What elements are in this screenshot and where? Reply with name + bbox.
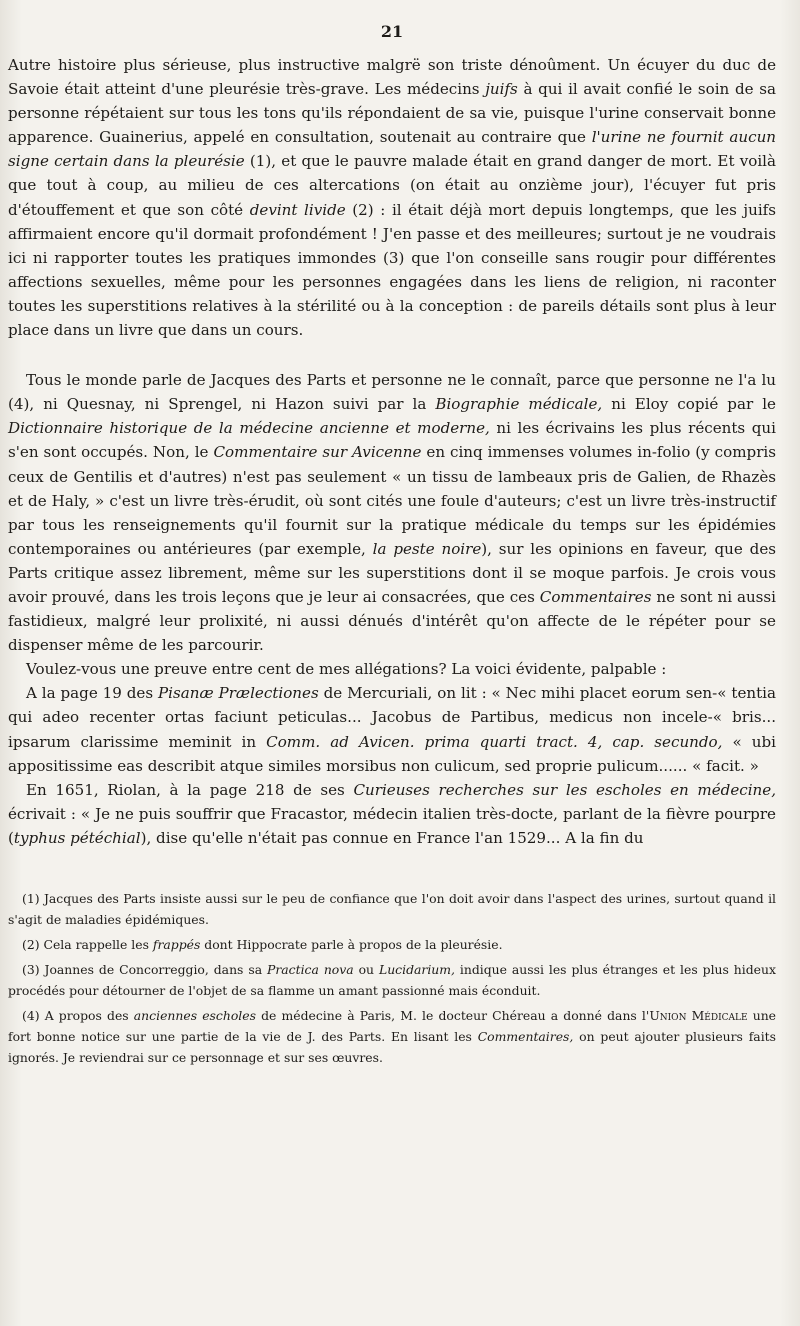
text-run: (4) A propos des xyxy=(22,1008,134,1023)
footnote xyxy=(8,959,776,1001)
paragraph xyxy=(8,657,776,681)
paragraph xyxy=(8,368,776,657)
italic-text: Dictionnaire historique de la médecine ancienne et moderne, xyxy=(8,419,490,438)
text-run: Voulez-vous une preuve entre cent de mes allégations? La voici évidente, palpable : xyxy=(26,660,667,679)
text-run: à qui il avait confié le soin de sa personne répétaient sur tous les tons qu'ils répondaient de sa vie, puisque l'urine conservait bonne apparence. Guainerius, appelé en consultation, soutenait au contraire que xyxy=(8,80,776,147)
text-run: Autre histoire plus sérieuse, plus instructive malgrë son triste dénoûment. Un écuyer du duc de Savoie était atteint d'une pleurésie très-grave. Les médecins xyxy=(8,56,776,99)
italic-text: typhus pétéchial xyxy=(13,828,141,847)
italic-text: Comm. ad Avicen. prima quarti tract. 4, cap. secundo, xyxy=(266,732,723,751)
text-run: ni les écrivains les plus récents qui s'en sont occupés. Non, le xyxy=(8,419,776,462)
text-run: ne sont ni aussi fastidieux, malgré leur prolixité, ni aussi dénués d'intérêt qu'on affecte de le répéter pour se dispenser même de les parcourir. xyxy=(8,587,776,655)
text-run: (1), et que le pauvre malade était en grand danger de mort. Et voilà que tout à coup, au milieu de ces altercations (on était au onzième jour), l'écuyer fut pris d'étouffement et que son côté xyxy=(8,152,776,219)
italic-text: frappés xyxy=(152,937,201,952)
text-run: on peut ajouter plusieurs faits ignorés. Je reviendrai sur ce personnage et sur ses œuvres. xyxy=(8,1029,776,1065)
italic-text: anciennes escholes xyxy=(133,1008,256,1023)
italic-text: Curieuses recherches sur les escholes en médecine, xyxy=(353,780,776,799)
small-caps-text: Union Médicale xyxy=(649,1008,748,1023)
body-text xyxy=(8,53,776,850)
text-run: ), dise qu'elle n'était pas connue en France l'an 1529... A la fin du xyxy=(140,828,644,847)
italic-text: devint livide xyxy=(249,200,346,219)
text-run: ni Eloy copié par le xyxy=(602,395,776,414)
footnote xyxy=(8,888,776,930)
paragraph xyxy=(8,681,776,777)
text-run: En 1651, Riolan, à la page 218 de ses xyxy=(26,780,354,799)
text-run: écrivait : « Je ne puis souffrir que Fracastor, médecin italien très-docte, parlant de la fièvre pourpre ( xyxy=(8,804,776,847)
italic-text: la peste noire xyxy=(372,539,482,558)
italic-text: Biographie médicale, xyxy=(435,395,603,414)
text-run: de médecine à Paris, M. le docteur Chéreau a donné dans l' xyxy=(255,1008,650,1023)
paragraph-gap xyxy=(8,342,776,368)
text-run: Tous le monde parle de Jacques des Parts et personne ne le connaît, parce que personne ne l'a lu (4), ni Quesnay, ni Sprengel, ni Hazon suivi par la xyxy=(8,371,776,414)
text-run: (2) : il était déjà mort depuis longtemps, que les juifs affirmaient encore qu'il dormait profondément ! J'en passe et des meilleures; surtout je ne voudrais ici ni rapporter toutes les pratiques immondes (3) que l'on conseille sans rougir pour différentes affections sexuelles, même pour les personnes engagées dans les liens de religion, ni raconter toutes les superstitions relatives à la stérilité ou à la conception : de pareils détails sont plus à leur place dans un livre que dans un cours. xyxy=(8,200,776,340)
text-run: (2) Cela rappelle les xyxy=(22,937,153,952)
italic-text: Commentaires, xyxy=(477,1029,574,1044)
page-number: 21 xyxy=(380,22,404,41)
footnote xyxy=(8,934,776,955)
italic-text: Commentaire sur Avicenne xyxy=(213,443,422,462)
italic-text: l'urine ne fournit aucun signe certain dans la pleurésie xyxy=(8,128,777,171)
text-run: ), sur les opinions en faveur, que des Parts critique assez librement, même sur les superstitions dont il se moque parfois. Je crois vous avoir prouvé, dans les trois leçons que je leur ai consacrées, que ces xyxy=(8,539,776,606)
text-run: dont Hippocrate parle à propos de la pleurésie. xyxy=(200,937,503,952)
footnote xyxy=(8,1005,776,1068)
text-run: (3) Joannes de Concorreggio, dans sa xyxy=(22,962,268,977)
text-run: « ubi appositissime eas describit atque similes morsibus non culicum, sed proprie pulicum...... « facit. » xyxy=(8,732,777,775)
italic-text: Lucidarium, xyxy=(378,962,455,977)
italic-text: Commentaires xyxy=(539,587,652,606)
text-run: de Mercuriali, on lit : « Nec mihi placet eorum sen-« tentia qui adeo recenter ortas faciunt peticulas... Jacobus de Partibus, medicus non incele-« bris... ipsarum clarissime meminit in xyxy=(8,684,776,751)
text-run: en cinq immenses volumes in-folio (y compris ceux de Gentilis et d'autres) n'est pas seulement « un tissu de lambeaux pris de Galien, de Rhazès et de Haly, » c'est un livre très-érudit, où sont cités une foule d'auteurs; c'est un livre très-instructif par tous les renseignements qu'il fournit sur la pratique médicale du temps sur les épidémies contemporaines ou antérieures (par exemple, xyxy=(8,443,776,558)
paragraph xyxy=(8,53,776,342)
text-run: indique aussi les plus étranges et les plus hideux procédés pour détourner de l'objet de sa flamme un amant passionné mais éconduit. xyxy=(8,962,776,998)
italic-text: juifs xyxy=(485,80,518,99)
paragraph xyxy=(8,778,776,850)
italic-text: Pisanæ Prælectiones xyxy=(158,684,319,703)
italic-text: Practica nova xyxy=(267,962,354,977)
text-run: une fort bonne notice sur une partie de la vie de J. des Parts. En lisant les xyxy=(8,1008,777,1044)
text-run: A la page 19 des xyxy=(26,684,159,703)
text-run: ou xyxy=(353,962,379,977)
footnotes xyxy=(8,888,776,1068)
text-run: (1) Jacques des Parts insiste aussi sur le peu de confiance que l'on doit avoir dans l'aspect des urines, surtout quand il s'agit de maladies épidémiques. xyxy=(8,891,776,927)
